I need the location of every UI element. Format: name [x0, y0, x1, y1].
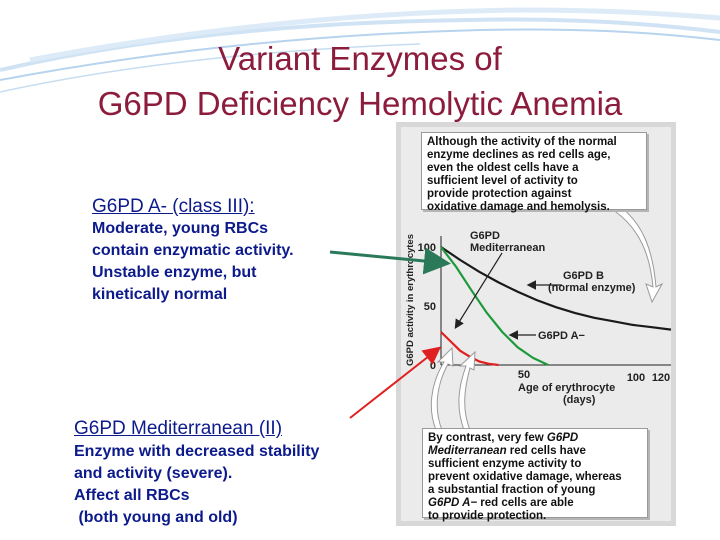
callout-bottom-line [428, 497, 642, 510]
g6pd-mediterranean-heading: G6PD Mediterranean (II) [74, 418, 283, 439]
callout-normal-enzyme [421, 132, 647, 213]
x-axis-title: Age of erythrocyte [518, 382, 616, 394]
x-tick-label: 50 [517, 369, 531, 381]
x-tick-label: 120 [651, 372, 671, 384]
series-label-g6pd-b: G6PD B [563, 270, 604, 282]
callout-bottom-line: prevent oxidative damage, whereas [428, 471, 622, 483]
g6pd-med-line: Affect all RBCs [74, 487, 190, 504]
y-tick-label: 50 [423, 301, 436, 313]
callout-top-line: oxidative damage and hemolysis. [427, 201, 610, 213]
g6pd-a-line: kinetically normal [92, 286, 228, 303]
x-axis-unit: (days) [563, 394, 596, 406]
callout-italic-text: G6PD A− [428, 497, 478, 509]
chart-axes [441, 236, 671, 365]
callout-top-line: even the oldest cells have a [427, 162, 579, 174]
x-tick-label: 100 [626, 372, 646, 384]
callout-italic-text: G6PD [546, 432, 579, 444]
callout-bottom-line [428, 445, 642, 458]
callout-text: red cells have [506, 445, 586, 457]
series-label-mediterranean: G6PD [470, 230, 500, 242]
pointer-arrow-to-mediterranean [456, 253, 502, 327]
callout-bottom-arrow-right [459, 352, 475, 430]
callout-text: By contrast, very few [428, 432, 547, 444]
callout-top-line: Although the activity of the normal [427, 136, 617, 148]
g6pd-med-line: and activity (severe). [74, 465, 233, 482]
series-label-g6pd-b-line-2: (normal enzyme) [548, 282, 636, 294]
g6pd-a-line: contain enzymatic activity. [92, 242, 294, 259]
g6pd-med-line: Enzyme with decreased stability [74, 443, 320, 460]
callout-bottom-line [428, 432, 642, 445]
y-tick-label: 100 [417, 242, 436, 254]
series-label-g6pd-a-minus: G6PD A− [538, 330, 585, 342]
y-axis-title: G6PD activity in erythrocytes [405, 234, 416, 366]
callout-top-line: provide protection against [427, 188, 572, 200]
connector-arrow-mediterranean [350, 349, 438, 418]
callout-bottom-line: to provide protection. [428, 510, 547, 522]
callout-text: red cells are able [477, 497, 574, 509]
g6pd-med-line: (both young and old) [74, 509, 238, 526]
g6pd-a-line: Unstable enzyme, but [92, 264, 257, 281]
series-label-mediterranean-line-2: Mediterranean [470, 242, 546, 254]
callout-top-line: sufficient level of activity to [427, 175, 578, 187]
callout-bottom-line: sufficient enzyme activity to [428, 458, 582, 470]
callout-bottom-line: a substantial fraction of young [428, 484, 596, 496]
g6pd-a-heading: G6PD A- (class III): [92, 196, 255, 217]
callout-italic-text: Mediterranean [428, 445, 507, 457]
chart-series-lines [441, 247, 671, 365]
slide-title-line-1: Variant Enzymes of [218, 40, 502, 77]
g6pd-a-line: Moderate, young RBCs [92, 220, 269, 237]
callout-contrast [422, 428, 648, 522]
slide-title-line-2: G6PD Deficiency Hemolytic Anemia [97, 85, 623, 122]
callout-top-line: enzyme declines as red cells age, [427, 149, 611, 161]
y-tick-label: 0 [429, 360, 436, 372]
